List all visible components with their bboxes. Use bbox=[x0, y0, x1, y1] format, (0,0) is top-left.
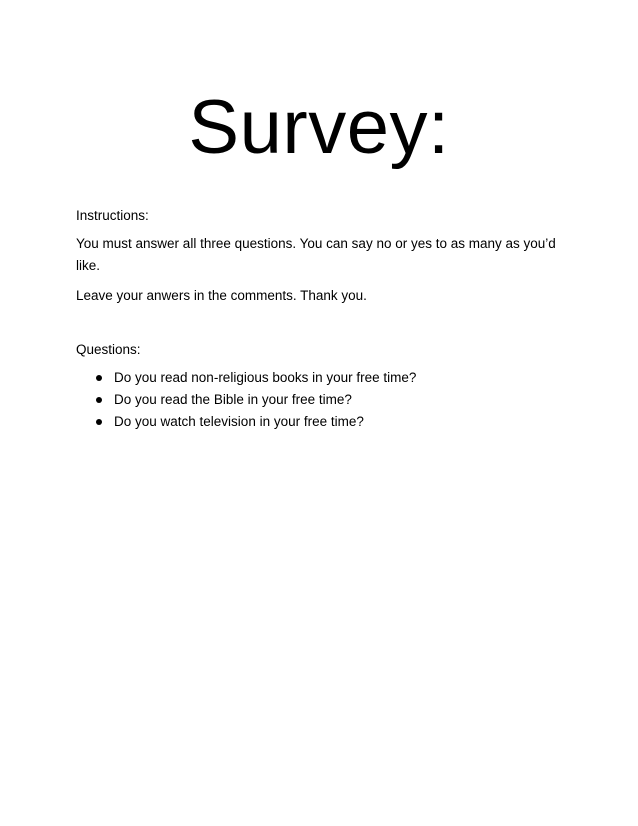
bullet-icon bbox=[96, 397, 102, 403]
page-title: Survey: bbox=[188, 85, 450, 170]
question-text: Do you read the Bible in your free time? bbox=[114, 392, 352, 407]
instructions-paragraph: You must answer all three questions. You can say no or yes to as many as you’d like. bbox=[76, 236, 556, 273]
document-body bbox=[76, 205, 566, 433]
bullet-icon bbox=[96, 419, 102, 425]
list-item bbox=[76, 411, 566, 433]
question-text: Do you read non-religious books in your free time? bbox=[114, 370, 417, 385]
instructions-paragraph: Leave your anwers in the comments. Thank you. bbox=[76, 288, 367, 303]
instructions-heading: Instructions: bbox=[76, 208, 149, 223]
questions-heading: Questions: bbox=[76, 342, 141, 357]
question-text: Do you watch television in your free time? bbox=[114, 414, 364, 429]
list-item bbox=[76, 389, 566, 411]
questions-list bbox=[76, 367, 566, 433]
list-item bbox=[76, 367, 566, 389]
bullet-icon bbox=[96, 375, 102, 381]
